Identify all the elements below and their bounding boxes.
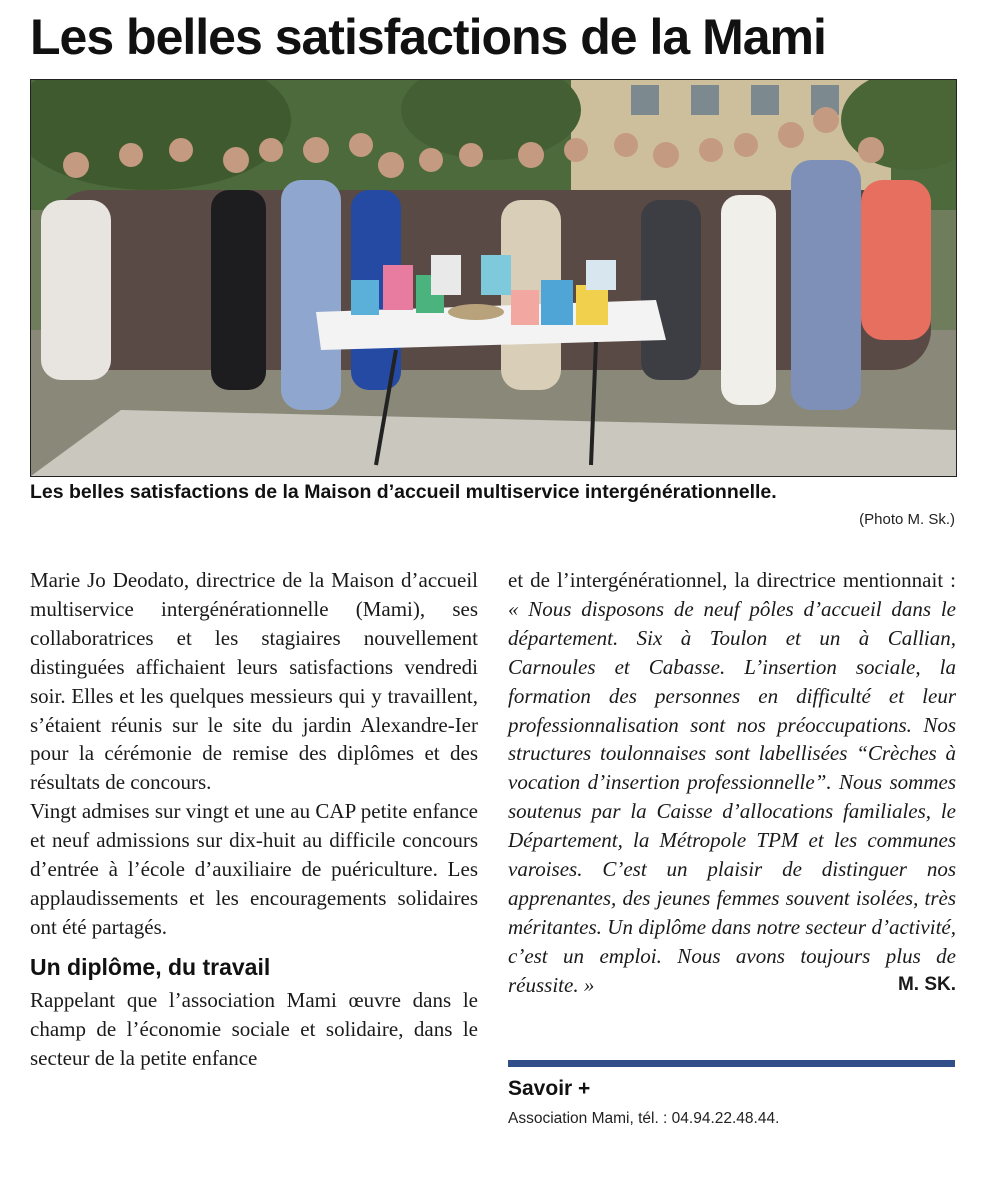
savoir-divider [508,1060,955,1067]
paragraph-association: Rappelant que l’association Mami œuvre dans le champ de l’économie sociale et solidaire, dans le secteur de la petite enfance [30,987,478,1070]
headline: Les belles satisfactions de la Mami [30,9,826,65]
photo-caption: Les belles satisfactions de la Maison d’accueil multiservice intergénérationnelle. [30,481,777,503]
group-photo [30,79,957,477]
photo-credit: (Photo M. Sk.) [859,511,955,528]
savoir-title: Savoir + [508,1077,591,1100]
paragraph-intro: Marie Jo Deodato, directrice de la Maison d’accueil multiservice intergénérationnelle (Mami), ses collaboratrices et les stagiaires nouvellement distinguées affichaient leurs satisfactions vendredi soir. Elles et les quelques messieurs qui y travaillent, s’étaient réunis sur le site du jardin Alexandre-Ier pour la cérémonie de remise des diplômes et des résultats de concours. [30,568,478,795]
paragraph-quote [508,566,956,1000]
subheading: Un diplôme, du travail [30,953,271,980]
savoir-contact: Association Mami, tél. : 04.94.22.48.44. [508,1110,780,1127]
director-quote: « Nous disposons de neuf pôles d’accueil dans le département. Six à Toulon et un à Callian, Carnoules et Cabasse. L’insertion sociale, la formation des personnes en difficulté et leur professionnalisation sont nos préoccupations. Nos structures toulonnaises sont labellisées “Crèches à vocation d’insertion professionnelle”. Nous sommes soutenus par la Caisse d’allocations familiales, le Département, la Métropole TPM et les communes varoises. C’est un plaisir de distinguer nos apprenantes, des jeunes femmes souvent isolées, très méritantes. Un diplôme dans notre secteur d’activité, c’est un emploi. Nous avons toujours plus de réussite. » [508,596,956,997]
left-column [30,566,478,1073]
right-column [508,566,956,1000]
author-signature: M. SK. [897,973,956,995]
quote-lead: et de l’intergénérationnel, la directrice mentionnait : [508,568,956,592]
paragraph-results: Vingt admises sur vingt et une au CAP petite enfance et neuf admissions sur dix-huit au difficile concours d’entrée à l’école d’auxiliaire de puériculture. Les applaudissements et les encouragements solidaires ont été partagés. [30,799,478,939]
